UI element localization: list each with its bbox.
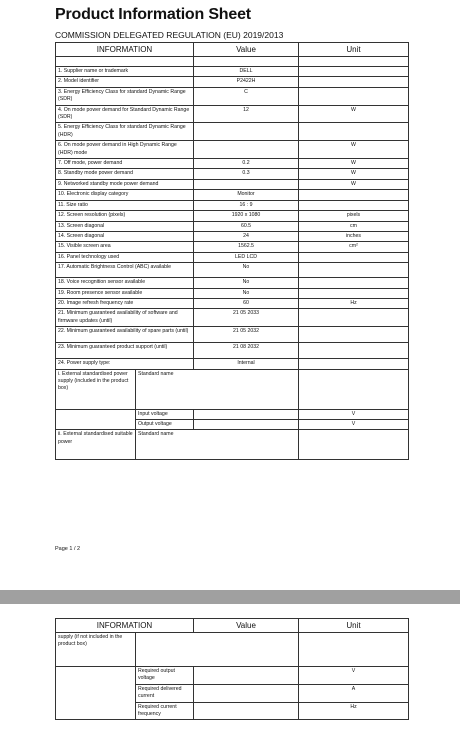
row-info-label: 13. Screen diagonal	[56, 221, 194, 231]
table-row	[56, 702, 409, 720]
row-value: LED LCD	[194, 252, 299, 262]
table-row	[56, 169, 409, 179]
row-info-label: 5. Energy Efficiency Class for standard Dynamic Range (HDR)	[56, 123, 194, 141]
row-unit	[299, 123, 409, 141]
row-info-label: 2. Model identifier	[56, 77, 194, 87]
row-info-label: 6. On mode power demand in High Dynamic Range (HDR) mode	[56, 141, 194, 159]
row-unit: pixels	[299, 211, 409, 221]
table-row	[56, 633, 409, 667]
row-value	[194, 123, 299, 141]
row-value: 16 : 9	[194, 200, 299, 210]
row-unit	[299, 200, 409, 210]
row-info-label: 9. Networked standby mode power demand	[56, 179, 194, 189]
row-info-label: 24. Power supply type:	[56, 359, 194, 369]
row-unit	[299, 288, 409, 298]
table-row	[56, 231, 409, 241]
table-row	[56, 87, 409, 105]
row-value: 21 05 2033	[194, 309, 299, 327]
table-row	[56, 200, 409, 210]
row-info-label: 12. Screen resolution (pixels)	[56, 211, 194, 221]
row-unit	[299, 343, 409, 359]
row-unit: W	[299, 169, 409, 179]
table-row	[56, 343, 409, 359]
row-info-label: 20. Image refresh frequency rate	[56, 298, 194, 308]
table-row	[56, 288, 409, 298]
input-voltage-label: Input voltage	[136, 409, 194, 419]
table-row	[56, 369, 409, 409]
header-information: INFORMATION	[56, 619, 194, 633]
table-row	[56, 141, 409, 159]
information-table	[55, 42, 409, 460]
row-value	[194, 179, 299, 189]
table-row	[56, 419, 409, 429]
row-info-label: 18. Voice recognition sensor available	[56, 278, 194, 288]
row-unit: cm²	[299, 242, 409, 252]
row-value: Monitor	[194, 190, 299, 200]
row-value: No	[194, 278, 299, 288]
row-info-label: 16. Panel technology used	[56, 252, 194, 262]
row-unit	[299, 252, 409, 262]
table-row	[56, 221, 409, 231]
table-row	[56, 105, 409, 123]
row-unit	[299, 327, 409, 343]
row-value: Internal	[194, 359, 299, 369]
table-row	[56, 159, 409, 169]
input-voltage-unit: V	[299, 409, 409, 419]
row-value: 12	[194, 105, 299, 123]
information-table-continued	[55, 618, 409, 720]
table-row	[56, 309, 409, 327]
header-information: INFORMATION	[56, 43, 194, 57]
table-row	[56, 298, 409, 308]
output-voltage-unit: V	[299, 419, 409, 429]
table-row	[56, 190, 409, 200]
row-unit: A	[299, 684, 409, 702]
header-value: Value	[194, 43, 299, 57]
row-value: P2422H	[194, 77, 299, 87]
table-header-row	[56, 43, 409, 57]
row-unit: Hz	[299, 702, 409, 720]
row-unit: W	[299, 179, 409, 189]
row-unit: cm	[299, 221, 409, 231]
header-unit: Unit	[299, 619, 409, 633]
table-row	[56, 67, 409, 77]
row-value: No	[194, 288, 299, 298]
row-info-label: 14. Screen diagonal	[56, 231, 194, 241]
row-info-label: 4. On mode power demand for Standard Dynamic Range (SDR)	[56, 105, 194, 123]
table-row	[56, 263, 409, 278]
standard-name-label: Standard name	[136, 430, 194, 460]
row-info-label: 15. Visible screen area	[56, 242, 194, 252]
table-row	[56, 179, 409, 189]
table-header-row	[56, 619, 409, 633]
row-info-label: 3. Energy Efficiency Class for standard Dynamic Range (SDR)	[56, 87, 194, 105]
row-value	[194, 141, 299, 159]
page-number: Page 1 / 2	[55, 546, 81, 552]
row-value: 60	[194, 298, 299, 308]
standard-name-label: Standard name	[136, 369, 194, 409]
power-supply-continued-label: supply (if not included in the product box)	[56, 633, 136, 667]
output-voltage-label: Output voltage	[136, 419, 194, 429]
row-value: 60.5	[194, 221, 299, 231]
row-info-label: 21. Minimum guaranteed availability of software and firmware updates (until)	[56, 309, 194, 327]
row-unit	[299, 278, 409, 288]
row-info-label: 23. Minimum guaranteed product support (until)	[56, 343, 194, 359]
row-value: 0.2	[194, 159, 299, 169]
power-supply-suitable-label: ii. External standardised suitable power	[56, 430, 136, 460]
header-value: Value	[194, 619, 299, 633]
row-unit: V	[299, 667, 409, 685]
page-title: Product Information Sheet	[55, 6, 251, 23]
table-row	[56, 327, 409, 343]
table-row	[56, 77, 409, 87]
row-label: Required current frequency	[136, 702, 194, 720]
row-label: Required output voltage	[136, 667, 194, 685]
row-unit	[299, 359, 409, 369]
row-value: 1562.5	[194, 242, 299, 252]
table-row	[56, 667, 409, 685]
row-info-label: 11. Size ratio	[56, 200, 194, 210]
row-unit: Hz	[299, 298, 409, 308]
row-info-label: 7. Off mode, power demand	[56, 159, 194, 169]
row-value: 0.3	[194, 169, 299, 179]
spacer-row	[56, 57, 409, 67]
row-value: 21 05 2032	[194, 327, 299, 343]
row-value: 24	[194, 231, 299, 241]
regulation-subtitle: COMMISSION DELEGATED REGULATION (EU) 2019/2013	[55, 30, 284, 40]
table-row	[56, 242, 409, 252]
row-info-label: 8. Standby mode power demand	[56, 169, 194, 179]
header-unit: Unit	[299, 43, 409, 57]
row-info-label: 10. Electronic display category	[56, 190, 194, 200]
row-unit	[299, 77, 409, 87]
table-row	[56, 211, 409, 221]
table-row	[56, 684, 409, 702]
table-row	[56, 278, 409, 288]
table-row	[56, 409, 409, 419]
row-unit: inches	[299, 231, 409, 241]
row-value: C	[194, 87, 299, 105]
row-unit: W	[299, 141, 409, 159]
row-value: DELL	[194, 67, 299, 77]
row-unit	[299, 67, 409, 77]
row-info-label: 22. Minimum guaranteed availability of spare parts (until)	[56, 327, 194, 343]
row-unit: W	[299, 105, 409, 123]
power-supply-external-label: i. External standardised power supply (included in the product box)	[56, 369, 136, 409]
row-info-label: 1. Supplier name or trademark	[56, 67, 194, 77]
page-divider	[0, 590, 460, 604]
row-unit	[299, 190, 409, 200]
row-unit	[299, 87, 409, 105]
row-info-label: 19. Room presence sensor available	[56, 288, 194, 298]
row-value: No	[194, 263, 299, 278]
table-row	[56, 123, 409, 141]
row-value: 21 08 2032	[194, 343, 299, 359]
table-row	[56, 430, 409, 460]
row-info-label: 17. Automatic Brightness Control (ABC) available	[56, 263, 194, 278]
table-row	[56, 252, 409, 262]
row-value: 1920 x 1080	[194, 211, 299, 221]
table-row	[56, 359, 409, 369]
row-unit	[299, 263, 409, 278]
row-label: Required delivered current	[136, 684, 194, 702]
row-unit	[299, 309, 409, 327]
row-unit: W	[299, 159, 409, 169]
